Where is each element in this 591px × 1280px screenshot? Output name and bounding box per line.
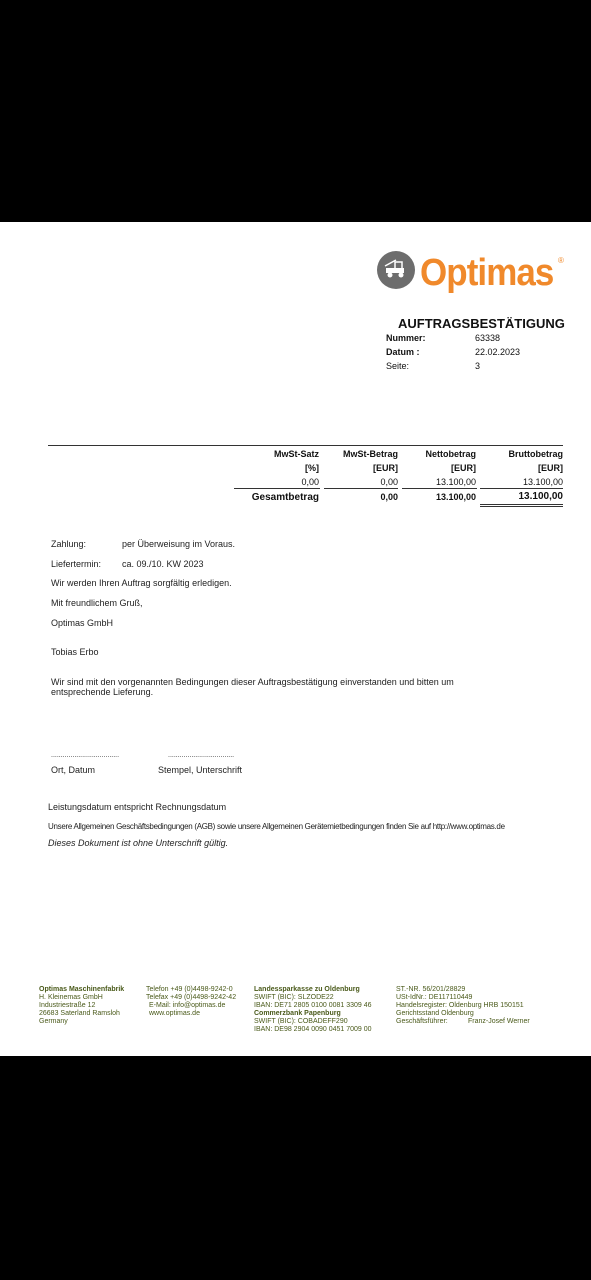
table-cell: 0,00 [380,477,398,487]
body-line: Wir sind mit den vorgenannten Bedingungen dieser Auftragsbestätigung einverstanden und bitten um [51,677,454,687]
zahlung-label: Zahlung: [51,539,87,549]
table-cell: 13.100,00 [522,477,563,487]
validity-note: Dieses Dokument ist ohne Unterschrift gültig. [48,838,229,848]
leistungsdatum-note: Leistungsdatum entspricht Rechnungsdatum [48,802,227,812]
total-bruttobetrag: 13.100,00 [518,491,563,502]
body-line: Wir werden Ihren Auftrag sorgfältig erledigen. [51,578,232,588]
footer-contact: Telefon +49 (0)4498-9242-0 Telefax +49 (0)4498-9242-42 E-Mail: info@optimas.de www.optimas.de [146,986,237,1017]
footer-company: Optimas Maschinenfabrik H. Kleinemas GmbH Industriestraße 12 26683 Saterland Ramsloh Germany [39,986,125,1025]
table-cell: 0,00 [301,477,319,487]
document-title: AUFTRAGSBESTÄTIGUNG [398,316,565,331]
table-top-rule [48,445,563,446]
nummer-value: 63338 [475,333,501,343]
seite-value: 3 [475,361,481,371]
datum-value: 22.02.2023 [475,347,521,357]
col-header-mwst-satz: MwSt-Satz [274,449,319,459]
optimas-logo-icon [377,251,415,289]
signature-line-place: ................................... [51,752,120,759]
signature-label-place: Ort, Datum [51,765,96,775]
body-line: entsprechende Lieferung. [51,687,154,697]
footer-managing-director: Franz-Josef Werner [468,1018,530,1025]
table-cell: 13.100,00 [435,477,476,487]
total-mwst-betrag: 0,00 [380,492,398,502]
body-line: Optimas GmbH [51,618,114,628]
liefertermin-label: Liefertermin: [51,559,102,569]
col-unit-nettobetrag: [EUR] [451,463,476,473]
logo-registered-mark: ® [558,256,564,265]
seite-label: Seite: [386,361,410,371]
body-line: Mit freundlichem Gruß, [51,598,143,608]
liefertermin-value: ca. 09./10. KW 2023 [122,559,204,569]
logo-wordmark: Optimas [420,252,554,294]
nummer-label: Nummer: [386,333,426,343]
col-unit-mwst-satz: [%] [305,463,319,473]
total-nettobetrag: 13.100,00 [435,492,476,502]
signature-label-stamp: Stempel, Unterschrift [158,765,243,775]
col-header-nettobetrag: Nettobetrag [425,449,476,459]
footer-registry: ST.-NR. 56/201/28829 USt-IdNr.: DE117110449 Handelsregister: Oldenburg HRB 150151 Gerichtsstand Oldenburg Geschäftsführer: [396,986,524,1025]
total-label: Gesamtbetrag [251,492,319,503]
document-page [0,222,591,1056]
zahlung-value: per Überweisung im Voraus. [122,539,236,549]
signature-line-stamp: .................................. [168,752,235,759]
signer-name: Tobias Erbo [51,647,99,657]
agb-note: Unsere Allgemeinen Geschäftsbedingungen (AGB) sowie unsere Allgemeinen Gerätemietbedingungen finden Sie auf http://www.optimas.de [48,822,505,831]
col-unit-bruttobetrag: [EUR] [538,463,563,473]
footer-bank: Landessparkasse zu Oldenburg SWIFT (BIC): SLZODE22 IBAN: DE71 2805 0100 0081 3309 46 Commerzbank Papenburg SWIFT (BIC): COBADEFF290 IBAN: DE98 2904 0090 0451 7009 00 [254,986,372,1033]
col-header-bruttobetrag: Bruttobetrag [508,449,563,459]
col-unit-mwst-betrag: [EUR] [373,463,398,473]
col-header-mwst-betrag: MwSt-Betrag [342,449,398,459]
datum-label: Datum : [386,347,420,357]
